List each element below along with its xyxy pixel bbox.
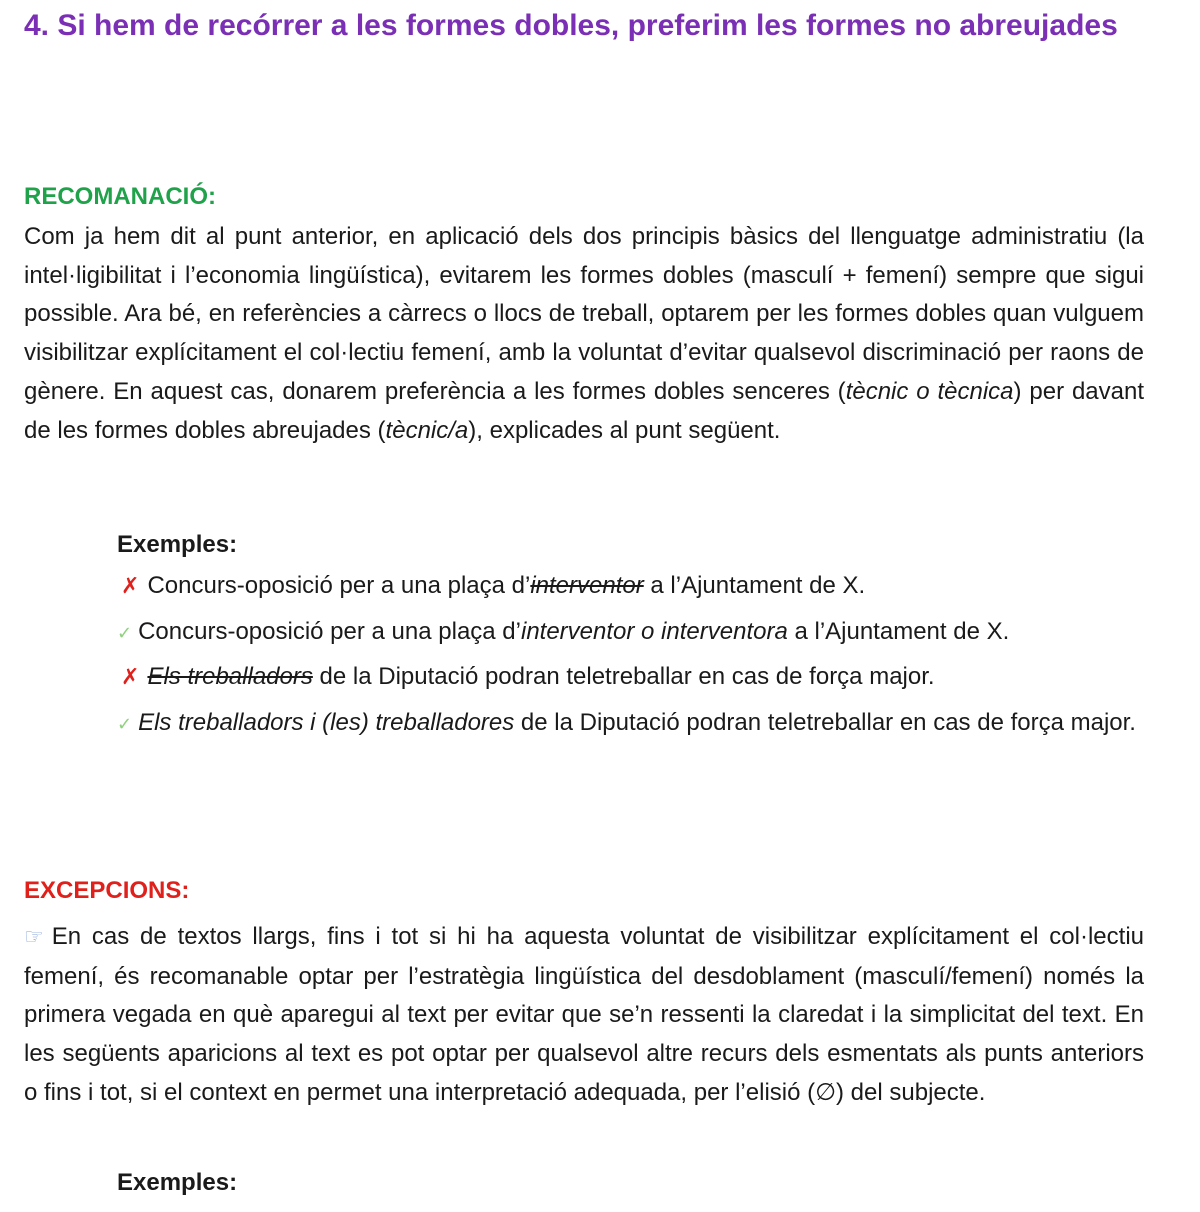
examples-label: Exemples: (117, 531, 238, 558)
example-text: de la Diputació podran teletreballar en cas de força major. (312, 663, 935, 690)
recommendation-label: RECOMANACIÓ: (24, 183, 216, 210)
exceptions-text: En cas de textos llargs, fins i tot si hi ha aquesta voluntat de visibilitzar explícitament el col·lectiu femení, és recomanable optar per l’estratègia lingüística del desdoblament (masculí/femení) només la primera vegada en què aparegui al text per evitar que se’n ressenti la claredat i la simplicitat del text. En les següents aparicions al text es pot optar per qualsevol altre recurs dels esmentats als punts anteriors o fins i tot, si el context en permet una interpretació adequada, per l’elisió (∅) del subjecte. (24, 923, 1144, 1106)
cross-icon: ✗ (121, 574, 140, 599)
example-text: Concurs-oposició per a una plaça d’ (147, 572, 531, 599)
cross-icon: ✗ (121, 665, 140, 690)
pointing-hand-icon: ☞ (24, 925, 44, 950)
rec-text-1: Com ja hem dit al punt anterior, en aplicació dels dos principis bàsics del llenguatge administratiu (la intel·ligibilitat i l’economia lingüística), evitarem les formes dobles (masculí + femení) sempre que sigui possible. Ara bé, en referències a càrrecs o llocs de treball, optarem per les formes dobles quan vulguem visibilitzar explícitament el col·lectiu femení, amb la voluntat d’evitar qualsevol discriminació per raons de gènere. En aquest cas, donarem preferència a les formes dobles senceres ( (24, 223, 1144, 405)
struck-term: Els treballadors (147, 663, 313, 690)
rec-text-2: ) per davant de les formes dobles abreujades ( (24, 377, 1144, 444)
example-correct (117, 700, 1144, 748)
examples-label-2: Exemples: (117, 1169, 238, 1196)
example-incorrect (117, 566, 1144, 607)
rec-italic-1: tècnic o tècnica (845, 377, 1014, 405)
exceptions-label: EXCEPCIONS: (24, 877, 190, 904)
example-text: a l’Ajuntament de X. (643, 572, 866, 599)
example-text: a l’Ajuntament de X. (787, 618, 1010, 645)
struck-term: interventor (530, 572, 644, 599)
recommendation-paragraph (24, 218, 1144, 450)
example-text: Concurs-oposició per a una plaça d’ (138, 618, 521, 645)
check-icon: ✓ (117, 623, 133, 644)
check-icon: ✓ (117, 714, 133, 735)
exceptions-paragraph (24, 918, 1144, 1113)
italic-term: interventor o interventora (520, 618, 788, 645)
section-heading: 4. Si hem de recórrer a les formes dobles, preferim les formes no abreujades (24, 9, 1118, 42)
example-text: de la Diputació podran teletreballar en cas de força major. (514, 709, 1136, 736)
example-correct (117, 609, 1144, 657)
example-incorrect (117, 657, 1144, 698)
rec-text-3: ), explicades al punt següent. (468, 416, 781, 444)
examples-list (117, 566, 1144, 748)
rec-italic-2: tècnic/a (385, 416, 469, 444)
italic-term: Els treballadors i (les) treballadores (138, 709, 515, 736)
